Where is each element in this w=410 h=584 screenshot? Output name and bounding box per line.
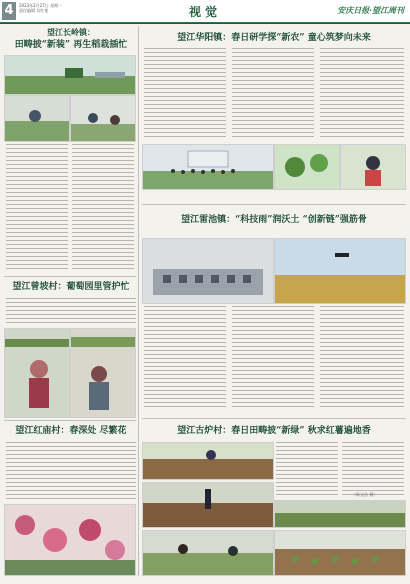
divider (142, 418, 406, 419)
photo-harvest (142, 530, 274, 576)
page-header (0, 0, 410, 24)
article-5-text-col1 (276, 442, 338, 496)
photo-greenhouse-plants (274, 144, 340, 190)
article-6-title: 望江红庙村：春深处 尽繁花 (15, 426, 127, 436)
article-1-text-col1 (6, 144, 68, 272)
photo-vineyard-pruning (70, 328, 136, 418)
article-1-title: 望江长岭镇： (47, 27, 95, 37)
divider (142, 204, 406, 205)
photo-sweet-potato-field (142, 442, 274, 480)
article-6-text (6, 442, 136, 500)
article-3-text-col3 (320, 306, 404, 410)
article-2-text-col2 (232, 48, 314, 140)
article-3-text-col2 (232, 306, 314, 410)
column-divider (138, 26, 139, 576)
article-2-text-col1 (144, 48, 226, 140)
photo-flowers (4, 504, 136, 576)
article-3-text-col1 (144, 306, 226, 410)
photo-workers-field (274, 500, 406, 528)
article-1-subtitle: 田畴披“新装” 再生稻栽插忙 (14, 40, 128, 50)
section-title: 视觉 (188, 5, 221, 19)
article-5-title: 望江古炉村：春日田畴披“新绿” 秋求红薯遍地香 (177, 426, 371, 436)
photo-tech-workshop (142, 238, 274, 304)
header-divider (0, 22, 410, 23)
article-1-text-col2 (72, 144, 134, 272)
photo-study-tour-group (142, 144, 274, 190)
photo-paddy-field (4, 55, 136, 95)
slogan: 安庆日报·望江周刊 (337, 5, 404, 15)
page-number: 4 (2, 2, 16, 20)
divider (4, 420, 136, 421)
article-5-text-col2 (342, 442, 404, 496)
article-4-title: 望江曾坡村：葡萄园里管护忙 (12, 282, 130, 292)
photo-student-observing (340, 144, 406, 190)
date-line: 2023年2月27日 星期一 (19, 3, 63, 8)
article-4-text (6, 298, 136, 324)
photo-rice-seedlings (4, 95, 70, 142)
photo-vineyard-worker (4, 328, 70, 418)
photo-drone-over-field (274, 238, 406, 304)
photo-sprouting-field (274, 530, 406, 576)
photo-planting-rows (142, 482, 274, 528)
article-2-text-col3 (320, 48, 404, 140)
divider (4, 276, 136, 277)
article-2-title: 望江华阳镇：春日研学探“新农” 童心筑梦向未来 (177, 33, 371, 43)
article-3-title: 望江雷池镇：“科技雨”润沃土 “创新链”强筋骨 (181, 215, 367, 225)
photo-farmers-planting (70, 95, 136, 142)
editor-line: 责任编辑 吴红斐 (19, 8, 49, 13)
photo-credit: （陈文洁 摄） (352, 492, 378, 497)
